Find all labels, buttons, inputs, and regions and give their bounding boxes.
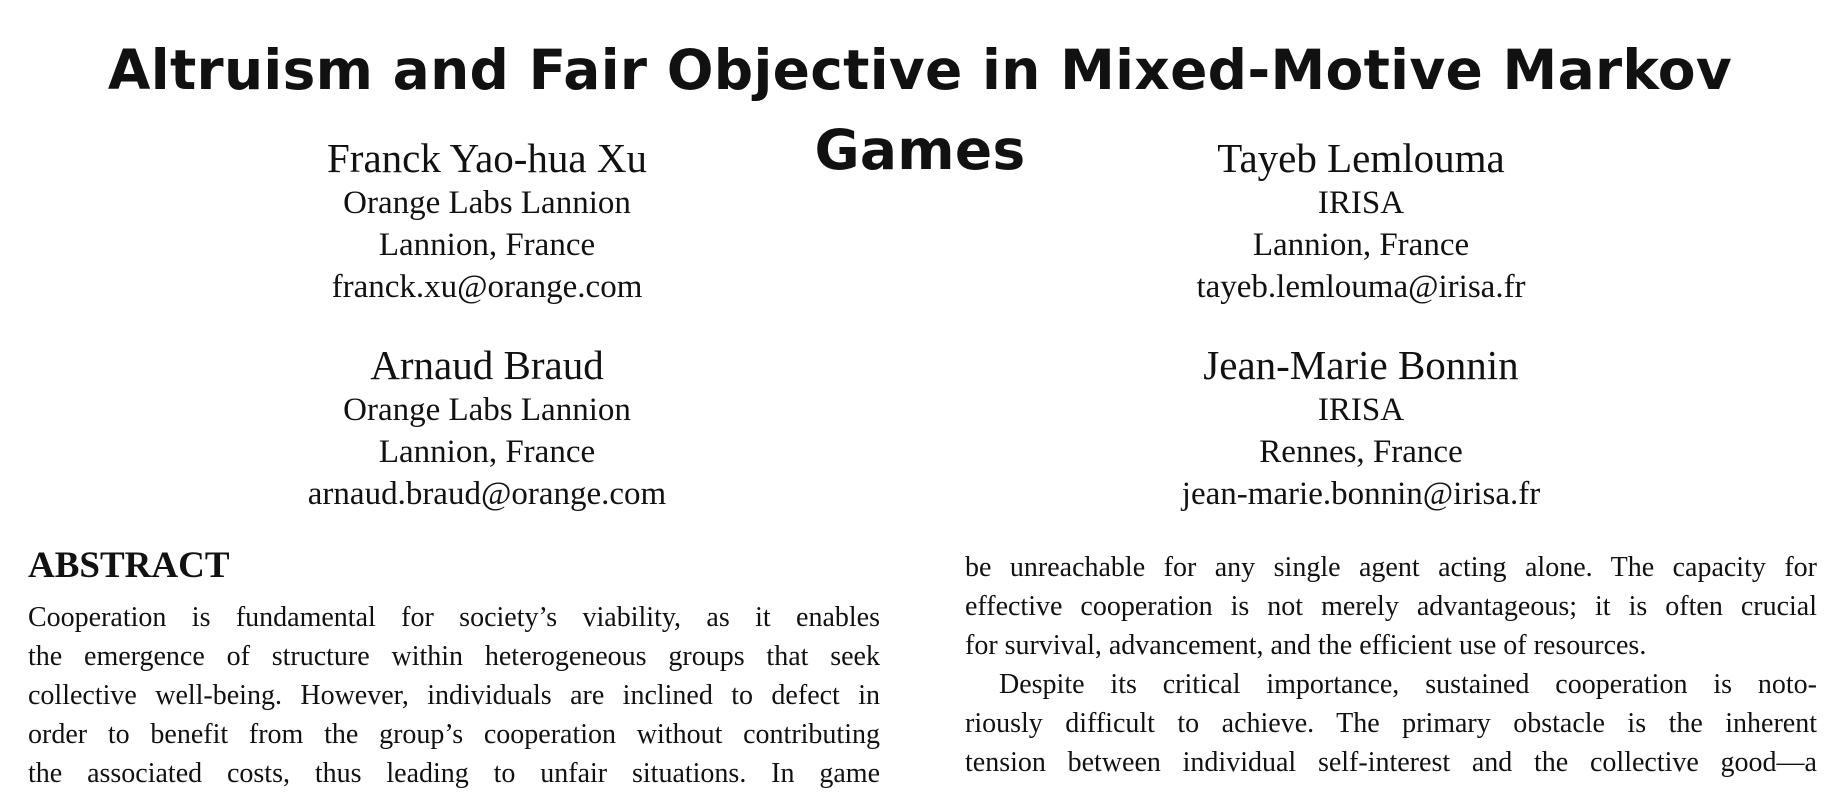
author-block-1	[137, 134, 837, 308]
author-location: Lannion, France	[1252, 227, 1470, 263]
abstract-heading: ABSTRACT	[28, 545, 230, 586]
author-name: Arnaud Braud	[370, 342, 604, 388]
author-block-2	[1011, 134, 1711, 308]
abstract-line: the associated costs, thus leading to unfair situations. In game	[28, 758, 880, 789]
body-line: Despite its critical importance, sustained cooperation is noto-	[999, 669, 1817, 700]
body-line: riously difficult to achieve. The primary obstacle is the inherent	[965, 708, 1817, 739]
author-email: franck.xu@orange.com	[331, 269, 643, 305]
abstract-line: collective well-being. However, individuals are inclined to defect in	[28, 680, 880, 711]
author-email: arnaud.braud@orange.com	[307, 476, 667, 512]
body-line: effective cooperation is not merely advantageous; it is often crucial	[965, 591, 1817, 622]
author-affiliation: Orange Labs Lannion	[343, 185, 631, 221]
author-affiliation: IRISA	[1317, 185, 1405, 221]
intro-body	[965, 548, 1817, 782]
author-name: Franck Yao-hua Xu	[327, 135, 647, 181]
paper-title: Altruism and Fair Objective in Mixed-Motive Markov Games	[107, 38, 1733, 182]
author-location: Lannion, France	[378, 227, 596, 263]
abstract-line: order to benefit from the group’s cooperation without contributing	[28, 719, 880, 750]
abstract-line: Cooperation is fundamental for society’s viability, as it enables	[28, 602, 880, 633]
author-block-3	[137, 341, 837, 515]
author-block-4	[1011, 341, 1711, 515]
abstract-body	[28, 598, 880, 793]
author-name: Jean-Marie Bonnin	[1203, 342, 1519, 388]
author-location: Lannion, France	[378, 434, 596, 470]
author-email: jean-marie.bonnin@irisa.fr	[1181, 476, 1541, 512]
author-affiliation: IRISA	[1317, 392, 1405, 428]
author-name: Tayeb Lemlouma	[1217, 135, 1505, 181]
author-email: tayeb.lemlouma@irisa.fr	[1196, 269, 1526, 305]
abstract-line: the emergence of structure within heterogeneous groups that seek	[28, 641, 880, 672]
author-affiliation: Orange Labs Lannion	[343, 392, 631, 428]
body-line: for survival, advancement, and the efficient use of resources.	[965, 630, 1647, 661]
body-line: tension between individual self-interest and the collective good—a	[965, 747, 1817, 778]
body-line: be unreachable for any single agent acting alone. The capacity for	[965, 552, 1817, 583]
author-location: Rennes, France	[1259, 434, 1463, 470]
